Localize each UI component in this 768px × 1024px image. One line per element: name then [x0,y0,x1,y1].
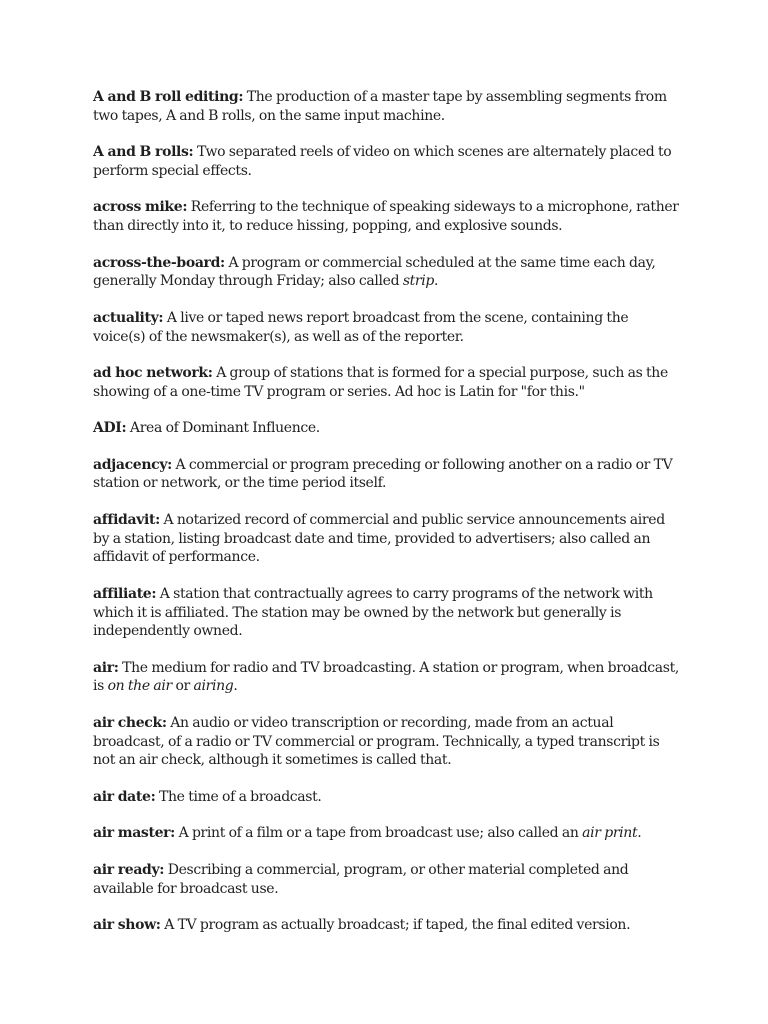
glossary-definition: A program or commercial scheduled at the same time each day, generally Monday through Friday; also called [93,254,656,290]
glossary-term: air date: [93,788,156,805]
glossary-entry [93,788,683,807]
glossary-definition: Area of Dominant Influence. [126,420,320,437]
glossary-definition: . [233,678,238,695]
glossary-definition: A station that contractually agrees to carry programs of the network with which it is affiliated. The station may be owned by the network but generally is independently owned. [93,585,653,640]
glossary-term: A and B roll editing: [93,89,244,105]
glossary-entry [93,511,683,567]
glossary-definition: A print of a film or a tape from broadcast use; also called an [174,825,583,842]
glossary-definition: The production of a master tape by assembling segments from two tapes, A and B rolls, on the same input machine. [93,89,667,124]
glossary-emphasis: on the air [107,678,172,695]
glossary-entry [93,714,683,770]
glossary-term: air master: [93,825,175,842]
glossary-term: air check: [93,714,167,731]
glossary-definition: A commercial or program preceding or following another on a radio or TV station or network, or the time period itself. [93,456,673,492]
glossary-entry [93,419,683,438]
glossary-term: affidavit: [93,511,160,528]
glossary-entry [93,916,683,935]
glossary-entry [93,861,683,898]
glossary-definition: Referring to the technique of speaking sideways to a microphone, rather than directly into it, to reduce hissing, popping, and explosive sounds. [93,199,679,235]
glossary-entry [93,143,683,180]
glossary-emphasis: strip [402,273,435,290]
glossary-list [93,88,683,953]
glossary-entry [93,456,683,493]
glossary-definition: The time of a broadcast. [155,788,322,805]
glossary-entry [93,824,683,843]
glossary-definition: A group of stations that is formed for a special purpose, such as the showing of a one-time TV program or series. Ad hoc is Latin for "for this." [93,365,668,400]
glossary-term: air: [93,659,119,676]
glossary-term: across-the-board: [93,254,225,271]
glossary-definition: Two separated reels of video on which scenes are alternately placed to perform special effects. [93,144,672,179]
glossary-entry [93,254,683,291]
glossary-entry [93,309,683,346]
glossary-entry [93,364,683,401]
glossary-definition: The medium for radio and TV broadcasting. A station or program, when broadcast, is [93,659,679,695]
glossary-definition: A live or taped news report broadcast from the scene, containing the voice(s) of the newsmaker(s), as well as of the reporter. [93,309,629,345]
glossary-term: ADI: [93,420,127,437]
glossary-term: across mike: [93,199,188,216]
glossary-term: affiliate: [93,585,157,602]
glossary-emphasis: airing [193,678,234,695]
glossary-definition: A TV program as actually broadcast; if taped, the final edited version. [160,917,631,934]
glossary-definition: An audio or video transcription or recording, made from an actual broadcast, of a radio or TV commercial or program. Technically, a typed transcript is not an air check, although it sometimes is called that. [93,714,660,769]
glossary-term: adjacency: [93,456,172,473]
glossary-term: air show: [93,917,161,934]
glossary-entry [93,659,683,696]
glossary-definition: . [637,825,642,842]
glossary-term: ad hoc network: [93,365,213,382]
glossary-emphasis: air print [582,825,638,842]
glossary-entry [93,198,683,235]
glossary-term: actuality: [93,309,164,326]
glossary-term: A and B rolls: [93,144,194,161]
glossary-definition: . [434,273,439,290]
glossary-definition: Describing a commercial, program, or other material completed and available for broadcast use. [93,861,629,897]
glossary-definition: A notarized record of commercial and public service announcements aired by a station, listing broadcast date and time, provided to advertisers; also called an affidavit of performance. [93,511,665,566]
glossary-definition: or [171,678,194,695]
glossary-entry [93,585,683,641]
glossary-entry [93,88,683,125]
glossary-term: air ready: [93,861,165,878]
